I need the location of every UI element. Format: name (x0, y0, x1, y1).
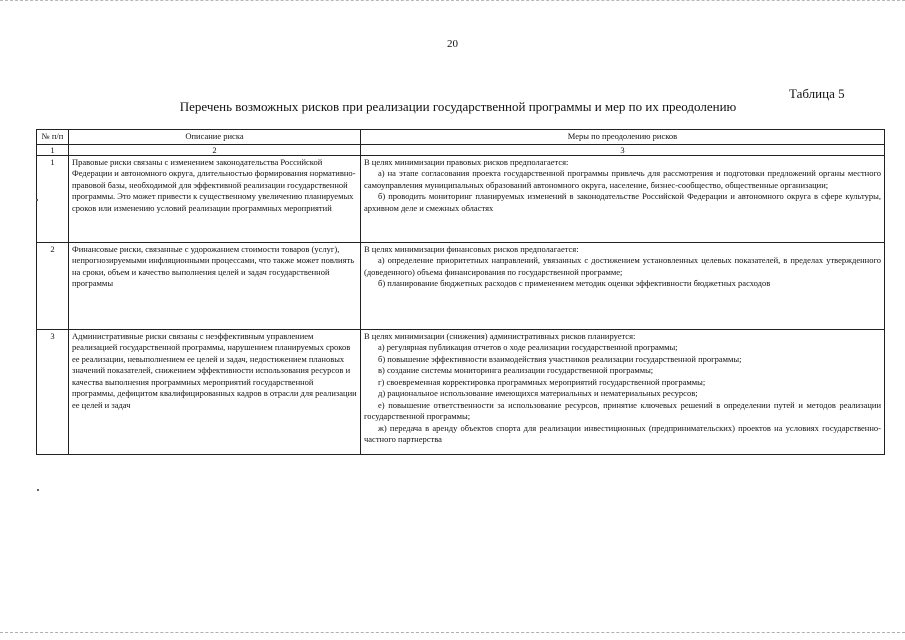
measures-intro: В целях минимизации финансовых рисков предполагается: (364, 243, 579, 254)
measure-item: а) регулярная публикация отчетов о ходе реализации государственной программы; (378, 342, 678, 352)
measure-item: е) повышение ответственности за использование ресурсов, принятие ключевых решений в определении путей и методов реализации государственной программы; (364, 399, 881, 421)
row-number: 2 (37, 242, 69, 329)
measure-item: ж) передача в аренду объектов спорта для реализации инвестиционных (предпринимательских) проектов на условиях государственно-частного партнерства (364, 422, 881, 444)
table-title: Перечень возможных рисков при реализации государственной программы и мер по их преодолению (179, 99, 737, 114)
page-number: 20 (447, 38, 458, 50)
measure-item: г) своевременная корректировка программных мероприятий государственной программы; (378, 376, 706, 387)
table-row (37, 329, 885, 454)
row-number: 3 (37, 329, 69, 454)
measure-item: д) рациональное использование имеющихся материальных и нематериальных ресурсов; (378, 388, 698, 398)
scan-speck (36, 199, 38, 201)
scan-edge-top (0, 0, 905, 1)
measure-item: в) создание системы мониторинга реализации государственной программы; (378, 365, 654, 375)
risk-description: Финансовые риски, связанные с удорожанием стоимости товаров (услуг), непрогнозируемыми инфляционными процессами, что также может повлиять на сроки, объем и качество выполнения целей и задач государственной программы (69, 242, 361, 329)
table-label: Таблица 5 (789, 86, 845, 101)
measure-item: б) планирование бюджетных расходов с применением методик оценки эффективности бюджетных расходов (378, 278, 771, 288)
risk-table (36, 129, 885, 455)
risk-measures (361, 155, 885, 242)
header-row (37, 130, 885, 145)
table-row (37, 155, 885, 242)
row-number: 1 (37, 155, 69, 242)
scan-edge-bottom (0, 632, 905, 633)
measure-item: а) определение приоритетных направлений, увязанных с достижением установленных целевых показателей, в пределах утвержденного (доведенного) объема финансирования по государственной программе; (364, 255, 881, 277)
measures-intro: В целях минимизации правовых рисков предполагается: (364, 156, 569, 167)
column-header-measures: Меры по преодолению рисков (361, 130, 885, 145)
column-number-row (37, 144, 885, 155)
measures-intro: В целях минимизации (снижения) административных рисков планируется: (364, 330, 636, 341)
measure-item: б) проводить мониторинг планируемых изменений в законодательстве Российской Федерации и автономного округа в сфере культуры, архивном деле и смежных областях (364, 191, 881, 213)
column-header-description: Описание риска (69, 130, 361, 145)
table-row (37, 242, 885, 329)
column-number: 3 (361, 144, 885, 155)
column-header-number: № п/п (37, 130, 69, 145)
measure-item: а) на этапе согласования проекта государственной программы привлечь для рассмотрения и подготовки предложений органы местного самоуправления муниципальных образований автономного округа, население, бизнес-сообщество, общественные организации; (364, 168, 881, 190)
column-number: 2 (69, 144, 361, 155)
scan-speck (37, 489, 39, 491)
risk-measures (361, 242, 885, 329)
column-number: 1 (37, 144, 69, 155)
measure-item: б) повышение эффективности взаимодействия участников реализации государственной программы; (378, 353, 742, 364)
risk-description: Правовые риски связаны с изменением законодательства Российской Федерации и автономного округа, длительностью формирования нормативно-правовой базы, необходимой для эффективной реализации государственной программы. Это может привести к существенному увеличению планируемых сроков или изменению условий реализации программных мероприятий (69, 155, 361, 242)
risk-description: Административные риски связаны с неэффективным управлением реализацией государственной программы, нарушением планируемых сроков ее реализации, невыполнением ее целей и задач, недостижением плановых значений показателей, снижением эффективности использования ресурсов и качества выполнения программных мероприятий государственной программы, дефицитом квалифицированных кадров в отрасли для реализации ее целей и задач (69, 329, 361, 454)
risk-measures (361, 329, 885, 454)
